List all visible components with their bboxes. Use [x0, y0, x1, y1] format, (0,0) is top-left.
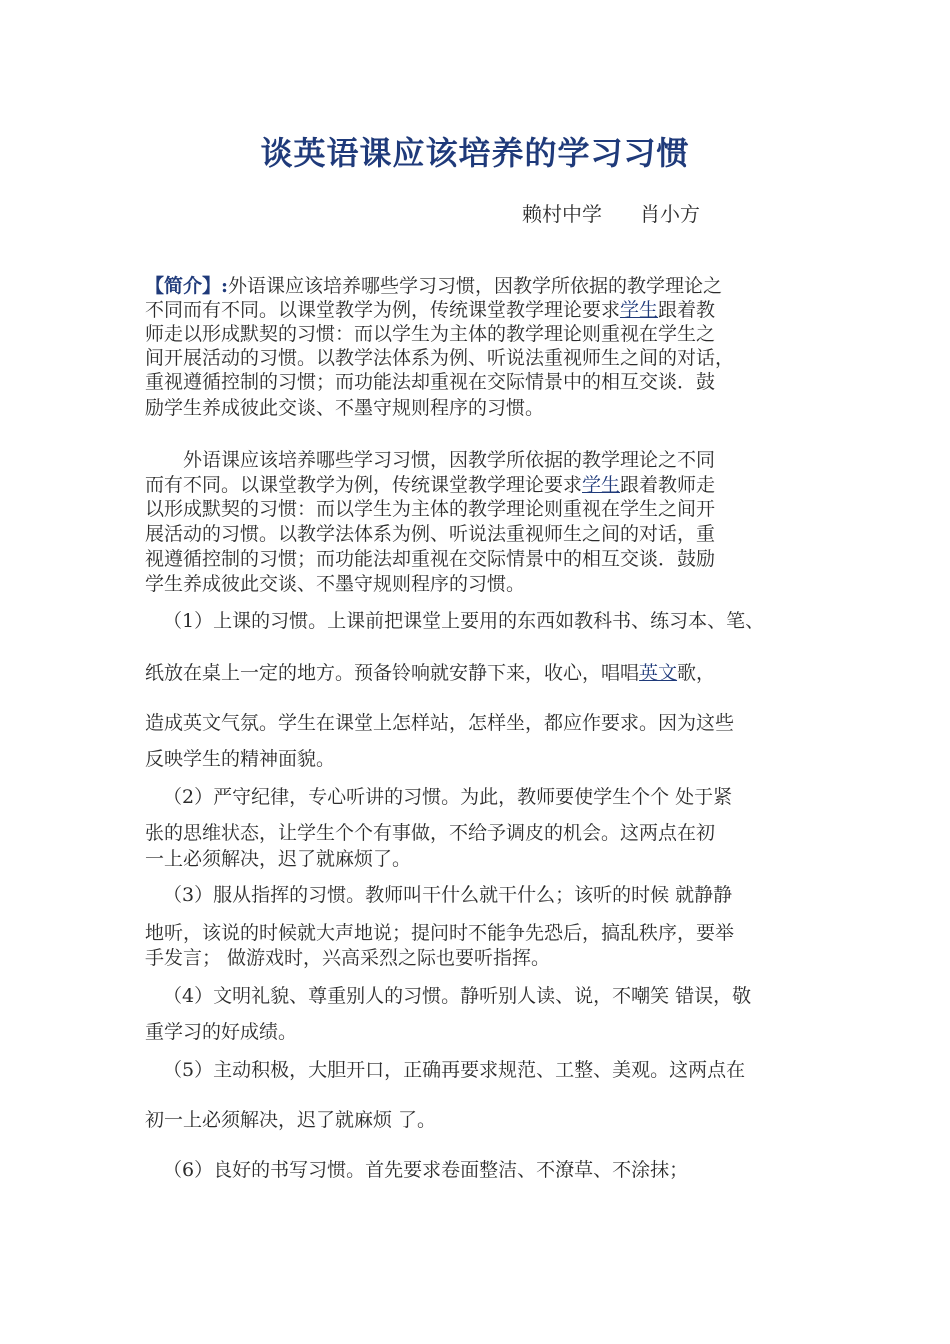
- item-line: [145, 946, 550, 970]
- item-line: [145, 747, 335, 771]
- item-line: [163, 785, 732, 809]
- intro-line: [145, 473, 715, 497]
- author-line: [522, 198, 700, 227]
- abstract-line: [145, 322, 715, 346]
- line-text: 展活动的习惯。以教学法体系为例、听说法重视师生之间的对话，重: [145, 523, 716, 545]
- author-name: 肖小方: [640, 202, 700, 226]
- intro-line: [145, 522, 715, 546]
- abstract-line: [145, 298, 715, 322]
- item-line: [163, 883, 732, 907]
- line-text: 间开展活动的习惯。以教学法体系为例、听说法重视师生之间的对话，: [145, 347, 735, 369]
- item-line: [145, 1020, 297, 1044]
- line-text: 外语课应该培养哪些学习习惯，因教学所依据的教学理论之: [228, 275, 723, 297]
- line-text: （2）严守纪律，专心听讲的习惯。为此，教师要使学生个个 处于紧: [163, 786, 733, 808]
- line-text: 初一上必须解决，迟了就麻烦 了。: [145, 1109, 437, 1131]
- document-title: 谈英语课应该培养的学习习惯: [260, 134, 690, 172]
- item-line: [145, 821, 715, 845]
- item-line: [163, 609, 764, 633]
- line-text: 造成英文气氛。学生在课堂上怎样站，怎样坐，都应作要求。因为这些: [145, 712, 735, 734]
- item-line: [145, 847, 411, 871]
- line-text: 张的思维状态，让学生个个有事做，不给予调皮的机会。这两点在初: [145, 822, 716, 844]
- item-line: [145, 661, 715, 685]
- line-text: 反映学生的精神面貌。: [145, 748, 336, 770]
- item-line: [163, 1058, 745, 1082]
- line-text: 歌，: [677, 662, 716, 684]
- line-text: 以形成默契的习惯：而以学生为主体的教学理论则重视在学生之间开: [145, 498, 716, 520]
- line-text: 重视遵循控制的习惯；而功能法却重视在交际情景中的相互交谈．鼓: [145, 371, 716, 393]
- abstract-line: [145, 396, 544, 420]
- intro-line: [145, 572, 525, 596]
- line-text: 学生养成彼此交谈、不墨守规则程序的习惯。: [145, 573, 526, 595]
- line-text: 而有不同。以课堂教学为例，传统课堂教学理论要求: [145, 474, 583, 496]
- line-text: 纸放在桌上一定的地方。预备铃响就安静下来，收心，唱唱: [145, 662, 640, 684]
- underlined-link[interactable]: 英文: [639, 662, 678, 684]
- line-text: 励学生养成彼此交谈、不墨守规则程序的习惯。: [145, 397, 545, 419]
- line-text: （1）上课的习惯。上课前把课堂上要用的东西如教科书、练习本、笔、: [163, 610, 765, 632]
- item-line: [145, 711, 734, 735]
- line-text: 手发言； 做游戏时，兴高采烈之际也要听指挥。: [145, 947, 551, 969]
- abstract-line: [145, 370, 715, 394]
- line-text: 地听，该说的时候就大声地说；提问时不能争先恐后，搞乱秩序，要举: [145, 922, 735, 944]
- underlined-link[interactable]: 学生: [620, 299, 659, 321]
- line-text: 跟着教: [658, 299, 716, 321]
- item-line: [163, 984, 751, 1008]
- line-text: 跟着教师走: [620, 474, 716, 496]
- line-text: 师走以形成默契的习惯：而以学生为主体的教学理论则重视在学生之: [145, 323, 716, 345]
- intro-line: [145, 448, 715, 472]
- abstract-label: 【简介】:: [145, 275, 229, 297]
- abstract-line: [145, 274, 722, 298]
- item-line: [163, 1158, 688, 1182]
- line-text: （6）良好的书写习惯。首先要求卷面整洁、不潦草、不涂抹；: [163, 1159, 689, 1181]
- underlined-link[interactable]: 学生: [582, 474, 621, 496]
- line-text: （3）服从指挥的习惯。教师叫干什么就干什么；该听的时候 就静静: [163, 884, 733, 906]
- line-text: 重学习的好成绩。: [145, 1021, 298, 1043]
- item-line: [145, 1108, 436, 1132]
- line-text: 外语课应该培养哪些学习习惯，因教学所依据的教学理论之不同: [145, 449, 716, 471]
- line-text: 视遵循控制的习惯；而功能法却重视在交际情景中的相互交谈．鼓励: [145, 548, 716, 570]
- author-school: 赖村中学: [522, 202, 602, 226]
- abstract-line: [145, 346, 734, 370]
- item-line: [145, 921, 734, 945]
- line-text: （4）文明礼貌、尊重别人的习惯。静听别人读、说，不嘲笑 错误，敬: [163, 985, 752, 1007]
- line-text: 一上必须解决，迟了就麻烦了。: [145, 848, 412, 870]
- intro-line: [145, 547, 715, 571]
- line-text: 不同而有不同。以课堂教学为例，传统课堂教学理论要求: [145, 299, 621, 321]
- intro-line: [145, 497, 715, 521]
- line-text: （5）主动积极，大胆开口，正确再要求规范、工整、美观。这两点在: [163, 1059, 746, 1081]
